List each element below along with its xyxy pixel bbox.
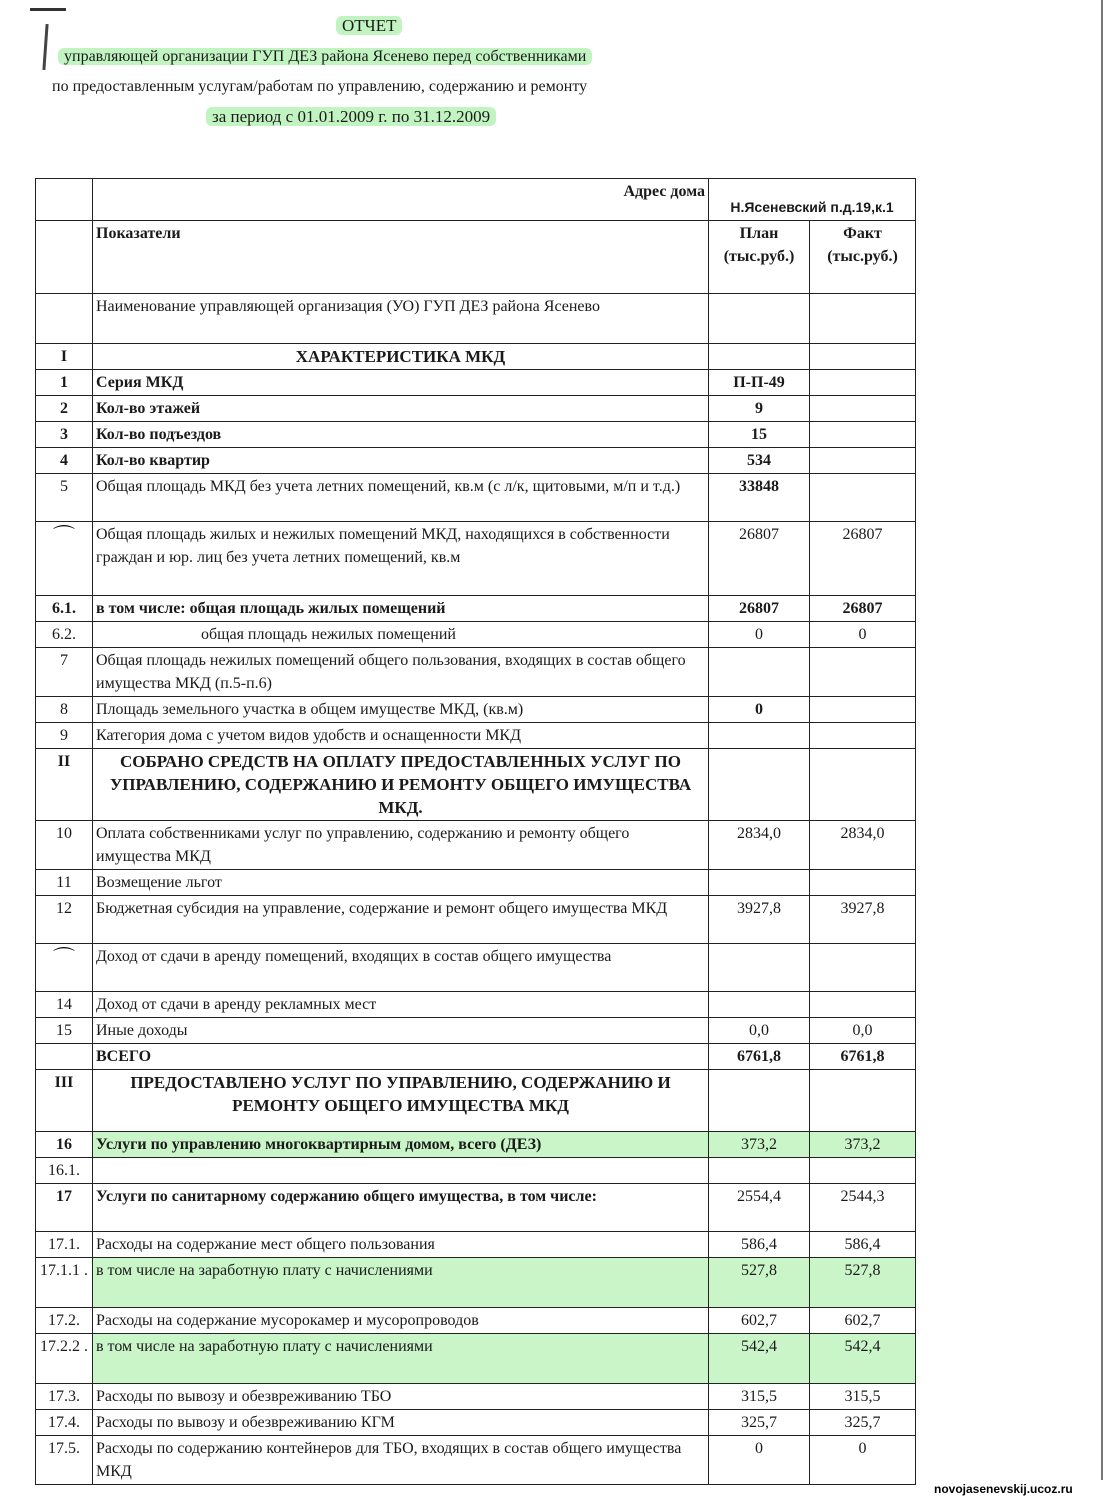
table-row: [36, 1132, 916, 1158]
table-row: [36, 1184, 916, 1232]
plan-value: 15: [709, 422, 810, 448]
plan-value: 0: [709, 622, 810, 648]
fact-value: [810, 870, 916, 896]
plan-value: 26807: [709, 522, 810, 596]
table-row: [36, 821, 916, 870]
fact-value: [810, 1158, 916, 1184]
plan-value: [709, 344, 810, 370]
row-number: 9: [36, 723, 93, 749]
row-number: [36, 1044, 93, 1070]
row-label: Расходы по содержанию контейнеров для ТБО, входящих в состав общего имущества МКД: [93, 1436, 709, 1485]
plan-value: [709, 749, 810, 821]
row-label: СОБРАНО СРЕДСТВ НА ОПЛАТУ ПРЕДОСТАВЛЕННЫХ УСЛУГ ПО УПРАВЛЕНИЮ, СОДЕРЖАНИЮ И РЕМОНТУ ОБЩЕГО ИМУЩЕСТВА МКД.: [93, 749, 709, 821]
row-label: Расходы по вывозу и обезвреживанию КГМ: [93, 1410, 709, 1436]
fact-value: [810, 448, 916, 474]
row-number: 10: [36, 821, 93, 870]
row-label: [93, 1158, 709, 1184]
plan-value: 527,8: [709, 1258, 810, 1308]
row-number: [36, 944, 93, 992]
fact-value: [810, 749, 916, 821]
table-row: [36, 1044, 916, 1070]
fact-value: 602,7: [810, 1308, 916, 1334]
table-row: [36, 1018, 916, 1044]
fact-value: 586,4: [810, 1232, 916, 1258]
row-label: Бюджетная субсидия на управление, содержание и ремонт общего имущества МКД: [93, 896, 709, 944]
fact-value: 527,8: [810, 1258, 916, 1308]
row-number: 17: [36, 1184, 93, 1232]
address-row: [36, 179, 916, 221]
col-indicators: Показатели: [93, 221, 709, 294]
table-row: [36, 474, 916, 522]
row-number: 16.1.: [36, 1158, 93, 1184]
table-row: [36, 1308, 916, 1334]
table-row: [36, 344, 916, 370]
table-row: [36, 992, 916, 1018]
col-fact: Факт (тыс.руб.): [810, 221, 916, 294]
fact-value: 6761,8: [810, 1044, 916, 1070]
fact-value: 315,5: [810, 1384, 916, 1410]
table-row: [36, 1070, 916, 1132]
row-label: Серия МКД: [93, 370, 709, 396]
table-row: [36, 723, 916, 749]
scan-mark: [30, 8, 66, 11]
col-plan: План (тыс.руб.): [709, 221, 810, 294]
row-number: 8: [36, 697, 93, 723]
row-label: Кол-во этажей: [93, 396, 709, 422]
row-number: 17.4.: [36, 1410, 93, 1436]
row-number: [36, 522, 93, 596]
row-number: III: [36, 1070, 93, 1132]
row-number: 14: [36, 992, 93, 1018]
fact-value: [810, 396, 916, 422]
row-label: Общая площадь нежилых помещений общего пользования, входящих в состав общего имущества МКД (п.5-п.6): [93, 648, 709, 697]
table-row: [36, 396, 916, 422]
row-label: в том числе: общая площадь жилых помещений: [93, 596, 709, 622]
fact-value: 0: [810, 1436, 916, 1485]
row-label: ХАРАКТЕРИСТИКА МКД: [93, 344, 709, 370]
plan-value: 315,5: [709, 1384, 810, 1410]
plan-value: 602,7: [709, 1308, 810, 1334]
org-name-row: [36, 294, 916, 344]
row-number: 17.1.1 .: [36, 1258, 93, 1308]
plan-value: 534: [709, 448, 810, 474]
fact-value: [810, 344, 916, 370]
row-label: Кол-во квартир: [93, 448, 709, 474]
fact-value: 2834,0: [810, 821, 916, 870]
table-row: [36, 749, 916, 821]
row-label: Площадь земельного участка в общем имуществе МКД, (кв.м): [93, 697, 709, 723]
row-label: Кол-во подъездов: [93, 422, 709, 448]
plan-value: [709, 992, 810, 1018]
row-label: Расходы по вывозу и обезвреживанию ТБО: [93, 1384, 709, 1410]
fact-value: 0,0: [810, 1018, 916, 1044]
row-number: 4: [36, 448, 93, 474]
plan-value: 26807: [709, 596, 810, 622]
watermark: novojasenevskij.ucoz.ru: [934, 1482, 1073, 1496]
plan-value: [709, 944, 810, 992]
row-label: Услуги по управлению многоквартирным домом, всего (ДЕЗ): [93, 1132, 709, 1158]
fact-value: [810, 944, 916, 992]
scan-mark: [42, 24, 48, 70]
row-label: общая площадь нежилых помещений: [93, 622, 709, 648]
table-row: [36, 622, 916, 648]
plan-value: 3927,8: [709, 896, 810, 944]
row-number: 2: [36, 396, 93, 422]
plan-value: 2834,0: [709, 821, 810, 870]
plan-value: 0: [709, 697, 810, 723]
row-label: Общая площадь жилых и нежилых помещений МКД, находящихся в собственности граждан и юр. лиц без учета летних помещений, кв.м: [93, 522, 709, 596]
plan-value: 2554,4: [709, 1184, 810, 1232]
row-number: 16: [36, 1132, 93, 1158]
row-number: I: [36, 344, 93, 370]
row-label: Категория дома с учетом видов удобств и оснащенности МКД: [93, 723, 709, 749]
table-row: [36, 1384, 916, 1410]
row-label: Расходы на содержание мест общего пользования: [93, 1232, 709, 1258]
plan-value: 542,4: [709, 1334, 810, 1384]
plan-value: 325,7: [709, 1410, 810, 1436]
plan-value: [709, 870, 810, 896]
plan-value: 0,0: [709, 1018, 810, 1044]
fact-value: 3927,8: [810, 896, 916, 944]
row-number: 17.5.: [36, 1436, 93, 1485]
table-row: [36, 370, 916, 396]
row-label: Оплата собственниками услуг по управлению, содержанию и ремонту общего имущества МКД: [93, 821, 709, 870]
row-number: 15: [36, 1018, 93, 1044]
row-number: 17.3.: [36, 1384, 93, 1410]
plan-value: 373,2: [709, 1132, 810, 1158]
report-title: ОТЧЕТ: [336, 16, 402, 36]
fact-value: 325,7: [810, 1410, 916, 1436]
row-number: 5: [36, 474, 93, 522]
report-period: за период с 01.01.2009 г. по 31.12.2009: [206, 107, 496, 127]
row-number: 6.2.: [36, 622, 93, 648]
org-name: Наименование управляющей организация (УО) ГУП ДЕЗ района Ясенево: [93, 294, 709, 344]
fact-value: [810, 697, 916, 723]
fact-value: [810, 474, 916, 522]
column-header-row: [36, 221, 916, 294]
row-label: Иные доходы: [93, 1018, 709, 1044]
address-label: Адрес дома: [93, 179, 709, 221]
plan-value: [709, 1070, 810, 1132]
plan-value: 9: [709, 396, 810, 422]
pen-mark: ⌒: [52, 946, 75, 971]
fact-value: [810, 370, 916, 396]
fact-value: 373,2: [810, 1132, 916, 1158]
row-number: 1: [36, 370, 93, 396]
plan-value: [709, 648, 810, 697]
row-label: Возмещение льгот: [93, 870, 709, 896]
fact-value: 26807: [810, 596, 916, 622]
plan-value: П-П-49: [709, 370, 810, 396]
fact-value: 0: [810, 622, 916, 648]
row-number: 17.1.: [36, 1232, 93, 1258]
table-row: [36, 1232, 916, 1258]
row-label: Расходы на содержание мусорокамер и мусоропроводов: [93, 1308, 709, 1334]
row-label: Доход от сдачи в аренду рекламных мест: [93, 992, 709, 1018]
plan-value: 0: [709, 1436, 810, 1485]
fact-value: [810, 723, 916, 749]
table-row: [36, 596, 916, 622]
table-row: [36, 1334, 916, 1384]
plan-value: 6761,8: [709, 1044, 810, 1070]
plan-value: [709, 723, 810, 749]
fact-value: 26807: [810, 522, 916, 596]
row-number: 3: [36, 422, 93, 448]
row-label: ПРЕДОСТАВЛЕНО УСЛУГ ПО УПРАВЛЕНИЮ, СОДЕРЖАНИЮ И РЕМОНТУ ОБЩЕГО ИМУЩЕСТВА МКД: [93, 1070, 709, 1132]
table-row: [36, 1436, 916, 1485]
plan-value: 586,4: [709, 1232, 810, 1258]
row-number: 7: [36, 648, 93, 697]
fact-value: [810, 1070, 916, 1132]
row-number: 11: [36, 870, 93, 896]
report-subtitle-2: по предоставленным услугам/работам по управлению, содержанию и ремонту: [52, 78, 588, 95]
fact-value: 2544,3: [810, 1184, 916, 1232]
row-label: Услуги по санитарному содержанию общего имущества, в том числе:: [93, 1184, 709, 1232]
table-row: [36, 448, 916, 474]
fact-value: [810, 422, 916, 448]
plan-value: [709, 1158, 810, 1184]
fact-value: [810, 648, 916, 697]
row-number: 17.2.2 .: [36, 1334, 93, 1384]
table-row: [36, 944, 916, 992]
row-number: 6.1.: [36, 596, 93, 622]
report-subtitle-1: управляющей организации ГУП ДЕЗ района Ясенево перед собственниками: [58, 48, 592, 66]
plan-value: 33848: [709, 474, 810, 522]
row-label: Доход от сдачи в аренду помещений, входящих в состав общего имущества: [93, 944, 709, 992]
address-value: Н.Ясеневский п.д.19,к.1: [709, 179, 916, 221]
row-label: Общая площадь МКД без учета летних помещений, кв.м (с л/к, щитовыми, м/п и т.д.): [93, 474, 709, 522]
fact-value: [810, 992, 916, 1018]
report-table: [35, 178, 916, 1485]
table-row: [36, 522, 916, 596]
table-row: [36, 648, 916, 697]
table-row: [36, 1158, 916, 1184]
pen-mark: ⌒: [52, 524, 75, 549]
row-number: 12: [36, 896, 93, 944]
table-row: [36, 697, 916, 723]
row-label: ВСЕГО: [93, 1044, 709, 1070]
table-row: [36, 1258, 916, 1308]
row-label: в том числе на заработную плату с начислениями: [93, 1334, 709, 1384]
row-label: в том числе на заработную плату с начислениями: [93, 1258, 709, 1308]
fact-value: 542,4: [810, 1334, 916, 1384]
table-row: [36, 1410, 916, 1436]
table-row: [36, 896, 916, 944]
row-number: 17.2.: [36, 1308, 93, 1334]
row-number: II: [36, 749, 93, 821]
table-row: [36, 870, 916, 896]
table-row: [36, 422, 916, 448]
